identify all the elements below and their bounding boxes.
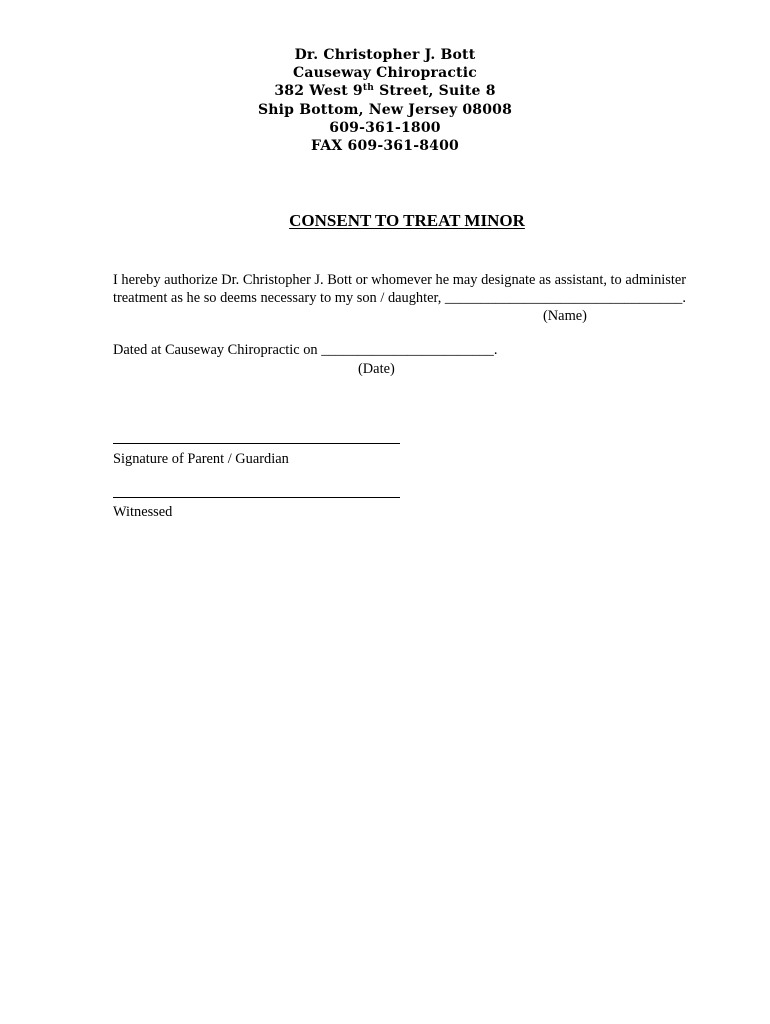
date-caption: (Date) <box>358 361 395 377</box>
street-number: 382 West 9 <box>274 83 363 100</box>
consent-line-2: treatment as he so deems necessary to my son / daughter, _________________________________. <box>113 290 686 306</box>
city-state-zip: Ship Bottom, New Jersey 08008 <box>257 101 513 118</box>
name-caption: (Name) <box>543 308 587 324</box>
parent-signature-label: Signature of Parent / Guardian <box>113 451 289 467</box>
dated-line: Dated at Causeway Chiropractic on ________________________. <box>113 342 498 358</box>
witness-label: Witnessed <box>113 504 173 520</box>
ordinal-suffix: th <box>362 83 374 94</box>
street-rest: Street, Suite 8 <box>374 83 496 100</box>
doctor-name: Dr. Christopher J. Bott <box>294 47 476 63</box>
phone-number: 609-361-1800 <box>329 119 441 136</box>
fax-number: FAX 609-361-8400 <box>311 138 459 155</box>
consent-line-1: I hereby authorize Dr. Christopher J. Bott or whomever he may designate as assistant, to administer <box>113 272 687 288</box>
letterhead <box>0 46 770 155</box>
street-address <box>0 82 770 100</box>
witness-signature-line <box>113 497 400 498</box>
practice-name: Causeway Chiropractic <box>293 65 477 82</box>
document-title: CONSENT TO TREAT MINOR <box>289 211 525 230</box>
parent-signature-line <box>113 443 400 444</box>
